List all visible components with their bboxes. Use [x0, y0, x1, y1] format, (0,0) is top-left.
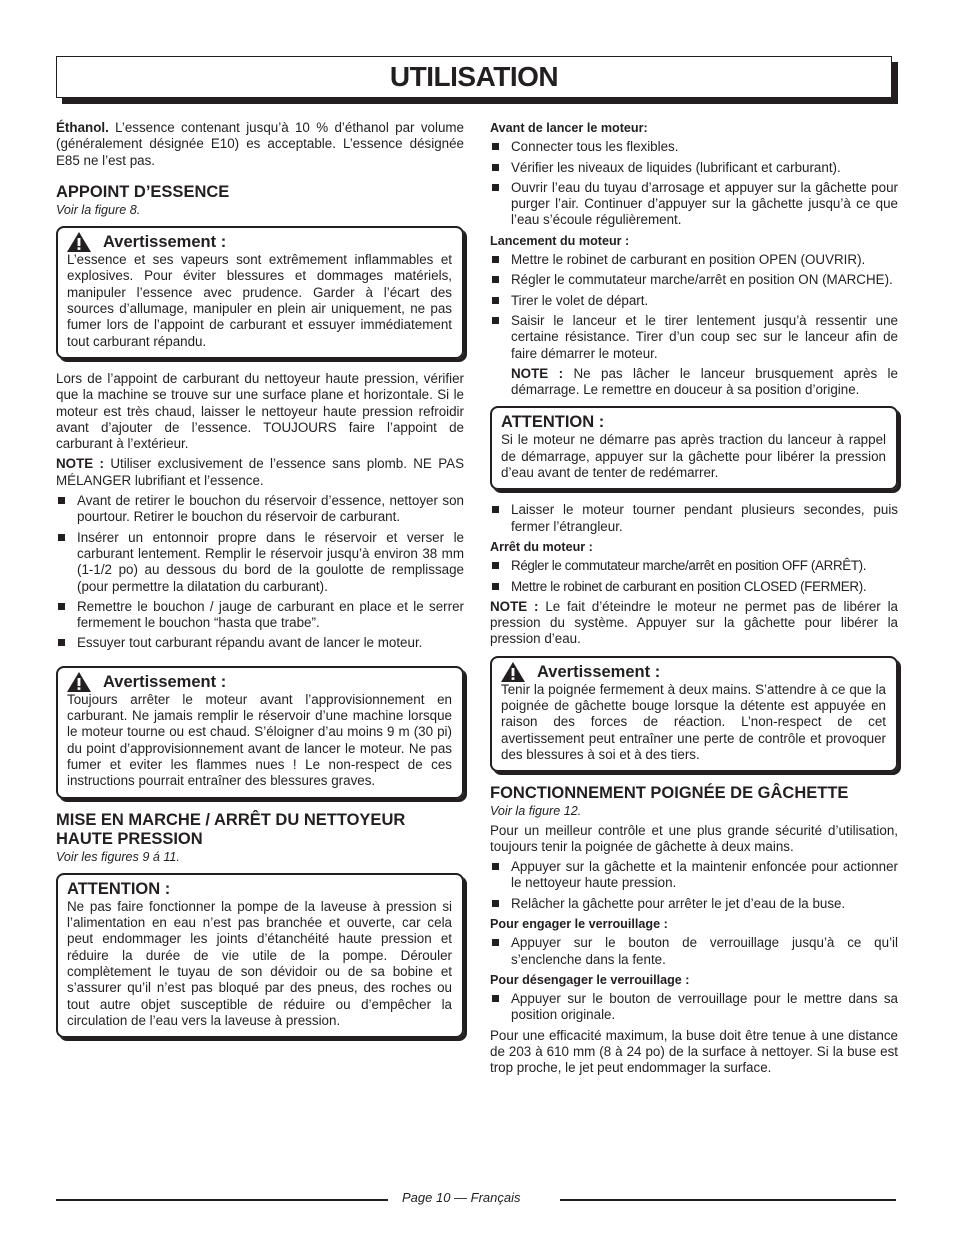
page-footer: [56, 1189, 896, 1209]
note-label: NOTE :: [490, 598, 539, 614]
warning-title: [67, 672, 452, 692]
lock-label: Pour engager le verrouillage :: [490, 916, 668, 931]
trigger-steps: [490, 859, 898, 912]
warning-text: L’essence et ses vapeurs sont extrêmement inflammables et explosives. Pour éviter blessures et dommages matériels, manipuler l’essence avec prudence. Garder à l’écart des sources d’allumage, manipuler en plein air uniquement, ne pas fumer lors de l’appoint de carburant et essuyer immédiatement tout carburant répandu.: [67, 252, 452, 349]
bullet-square-icon: [492, 562, 499, 569]
list-item: Mettre le robinet de carburant en position CLOSED (FERMER).: [490, 579, 898, 595]
right-column: [490, 120, 898, 1081]
list-item: Connecter tous les flexibles.: [490, 139, 898, 155]
attention-text: Si le moteur ne démarre pas après traction du lanceur à rappel de démarrage, appuyer sur la gâchette pour libérer la pression d’eau avant de tenter de redémarrer.: [501, 432, 886, 481]
lock-steps: [490, 935, 898, 968]
attention-title: ATTENTION :: [67, 879, 171, 898]
bullet-square-icon: [58, 497, 65, 504]
launch-note: [490, 366, 898, 399]
page-header: [56, 56, 894, 100]
warning-box-handle: [490, 656, 898, 772]
refuel-steps: [56, 493, 464, 652]
warning-title-text: Avertissement :: [103, 233, 227, 252]
start-heading: MISE EN MARCHE / ARRÊT DU NETTOYEUR HAUTE PRESSION: [56, 810, 406, 848]
list-item: Régler le commutateur marche/arrêt en position ON (MARCHE).: [490, 272, 898, 288]
note-label: NOTE :: [56, 456, 104, 472]
list-item: Régler le commutateur marche/arrêt en position OFF (ARRÊT).: [490, 558, 898, 574]
unlock-steps: [490, 991, 898, 1024]
bullet-square-icon: [58, 603, 65, 610]
attention-box-pump: [56, 873, 464, 1038]
list-item: Appuyer sur le bouton de verrouillage jusqu’à ce qu’il s’enclenche dans la fente.: [490, 935, 898, 968]
bullet-square-icon: [492, 164, 499, 171]
trigger-figure-ref: Voir la figure 12.: [490, 804, 582, 819]
bullet-square-icon: [492, 317, 499, 324]
warning-box-engine: [56, 666, 464, 799]
page-title: UTILISATION: [389, 61, 559, 92]
list-item: Mettre le robinet de carburant en position OPEN (OUVRIR).: [490, 252, 898, 268]
note-text: Utiliser exclusivement de l’essence sans plomb. NE PAS MÉLANGER lubrifiant et l’essence.: [56, 456, 464, 488]
note-label: NOTE :: [511, 365, 564, 381]
refuel-heading: APPOINT D’ESSENCE: [56, 182, 230, 201]
bullet-square-icon: [492, 297, 499, 304]
ethanol-paragraph: [56, 120, 464, 169]
warning-title-text: Avertissement :: [103, 672, 227, 691]
bullet-square-icon: [492, 256, 499, 263]
bullet-square-icon: [492, 184, 499, 191]
header-box: [56, 56, 892, 98]
before-start-steps: [490, 139, 898, 228]
warning-triangle-icon: [67, 672, 91, 692]
list-item: Essuyer tout carburant répandu avant de lancer le moteur.: [56, 635, 464, 651]
list-item: Appuyer sur la gâchette et la maintenir enfoncée pour actionner le nettoyeur haute pression.: [490, 859, 898, 892]
list-item: Laisser le moteur tourner pendant plusieurs secondes, puis fermer l’étrangleur.: [490, 502, 898, 535]
list-item: Appuyer sur le bouton de verrouillage pour le mettre dans sa position originale.: [490, 991, 898, 1024]
warning-text: Tenir la poignée fermement à deux mains. S’attendre à ce que la poignée de gâchette bouge lorsque la détente est appuyée en raison des forces de réaction. L’non-respect de cet avertissement peut entraîner une perte de contrôle et provoquer des blessures à soi et à des tiers.: [501, 681, 886, 762]
warning-text: Toujours arrêter le moteur avant l’approvisionnement en carburant. Ne jamais remplir le réservoir d’une machine lorsque le moteur tourne ou est chaud. S’éloigner d’au moins 9 m (30 pi) du point d’approvisionnement avant de lancer le moteur. Ne pas fumer et eviter les flammes nues ! Le non-respect de ces instructions pourrait entraîner des blessures graves.: [67, 691, 452, 789]
attention-title: ATTENTION :: [501, 413, 605, 432]
note-text: Ne pas lâcher le lanceur brusquement après le démarrage. Le remettre en douceur à sa position d’origine.: [511, 365, 898, 398]
start-figure-ref: Voir les figures 9 á 11.: [56, 849, 180, 864]
list-item: Tirer le volet de départ.: [490, 293, 898, 309]
stop-steps: [490, 558, 898, 595]
note-text: Le fait d’éteindre le moteur ne permet pas de libérer la pression du système. Appuyer sur la gâchette pour libérer la pression d’eau.: [490, 598, 898, 647]
warning-title: [67, 232, 452, 252]
bullet-square-icon: [492, 506, 499, 513]
trigger-heading: FONCTIONNEMENT POIGNÉE DE GÂCHETTE: [490, 784, 849, 803]
before-start-label: Avant de lancer le moteur:: [490, 121, 648, 135]
bullet-square-icon: [492, 583, 499, 590]
launch-label: Lancement du moteur :: [490, 233, 630, 248]
footer-rule-left: [56, 1199, 388, 1201]
page-number: Page 10 — Français: [402, 1190, 521, 1205]
bullet-square-icon: [58, 534, 65, 541]
list-item: Relâcher la gâchette pour arrêter le jet d’eau de la buse.: [490, 896, 898, 912]
ethanol-text: L’essence contenant jusqu’à 10 % d’éthanol par volume (généralement désignée E10) es acceptable. L’essence désignée E85 ne l’est pas.: [56, 120, 464, 168]
ethanol-label: Éthanol.: [56, 120, 109, 135]
warning-title: [501, 662, 886, 682]
stop-label: Arrêt du moteur :: [490, 539, 593, 554]
bullet-square-icon: [492, 939, 499, 946]
bullet-square-icon: [492, 276, 499, 283]
list-item: Ouvrir l’eau du tuyau d’arrosage et appuyer sur la gâchette pour purger l’air. Continuer d’appuyer sur la gâchette jusqu’à ce que l’eau s’écoule régulièrement.: [490, 180, 898, 229]
left-column: [56, 120, 464, 1050]
trigger-paragraph: Pour un meilleur contrôle et une plus grande sécurité d’utilisation, toujours tenir la poignée de gâchette à deux mains.: [490, 822, 898, 854]
footer-rule-right: [560, 1199, 896, 1201]
bullet-square-icon: [492, 900, 499, 907]
list-item: Avant de retirer le bouchon du réservoir d’essence, nettoyer son pourtour. Retirer le bouchon du réservoir de carburant.: [56, 493, 464, 526]
list-item: Vérifier les niveaux de liquides (lubrificant et carburant).: [490, 160, 898, 176]
unlock-label: Pour désengager le verrouillage :: [490, 972, 690, 987]
attention-text: Ne pas faire fonctionner la pompe de la laveuse à pression si l’alimentation en eau n’est pas branchée et ouverte, car cela peut endommager les joints d’étanchéité haute pression et réduire la durée de vie utile de la pompe. Dérouler complètement le tuyau de son dévidoir ou de sa bobine et s’assurer qu’il n’est pas bloqué par des pneus, des roches ou tout autre objet susceptible de réduire ou d’empêcher la circulation de l’eau vers la laveuse à pression.: [67, 898, 452, 1028]
run-steps: [490, 502, 898, 535]
warning-triangle-icon: [67, 232, 91, 252]
refuel-figure-ref: Voir la figure 8.: [56, 202, 141, 217]
bullet-square-icon: [492, 995, 499, 1002]
final-paragraph: Pour une efficacité maximum, la buse doit être tenue à une distance de 203 à 610 mm (8 à 24 po) de la surface à nettoyer. Si la buse est trop proche, le jet peut endommager la surface.: [490, 1027, 898, 1076]
warning-title-text: Avertissement :: [537, 662, 661, 681]
attention-box-restart: [490, 406, 898, 490]
warning-box-fuel: [56, 226, 464, 359]
warning-triangle-icon: [501, 662, 525, 682]
refuel-paragraph: Lors de l’appoint de carburant du nettoyeur haute pression, vérifier que la machine se trouve sur une surface plane et horizontale. Si le moteur est très chaud, laisser le nettoyeur haute pression refroidir avant d’ajouter de l’essence. TOUJOURS faire l’appoint de carburant à l’extérieur.: [56, 370, 464, 452]
list-item: Insérer un entonnoir propre dans le réservoir et verser le carburant lentement. Remplir le réservoir jusqu’à environ 38 mm (1-1/2 po) au dessous du bord de la goulotte de remplissage (pour permettre la dilatation du carburant).: [56, 530, 464, 595]
bullet-square-icon: [492, 143, 499, 150]
fuel-note: [56, 456, 464, 489]
list-item: Remettre le bouchon / jauge de carburant en place et le serrer fermement le bouchon “hasta que trabe”.: [56, 599, 464, 632]
bullet-square-icon: [58, 639, 65, 646]
list-item: Saisir le lanceur et le tirer lentement jusqu’à ressentir une certaine résistance. Tirer d’un coup sec sur le lanceur afin de faire démarrer le moteur.: [490, 313, 898, 362]
launch-steps: [490, 252, 898, 362]
stop-note: [490, 599, 898, 648]
bullet-square-icon: [492, 863, 499, 870]
